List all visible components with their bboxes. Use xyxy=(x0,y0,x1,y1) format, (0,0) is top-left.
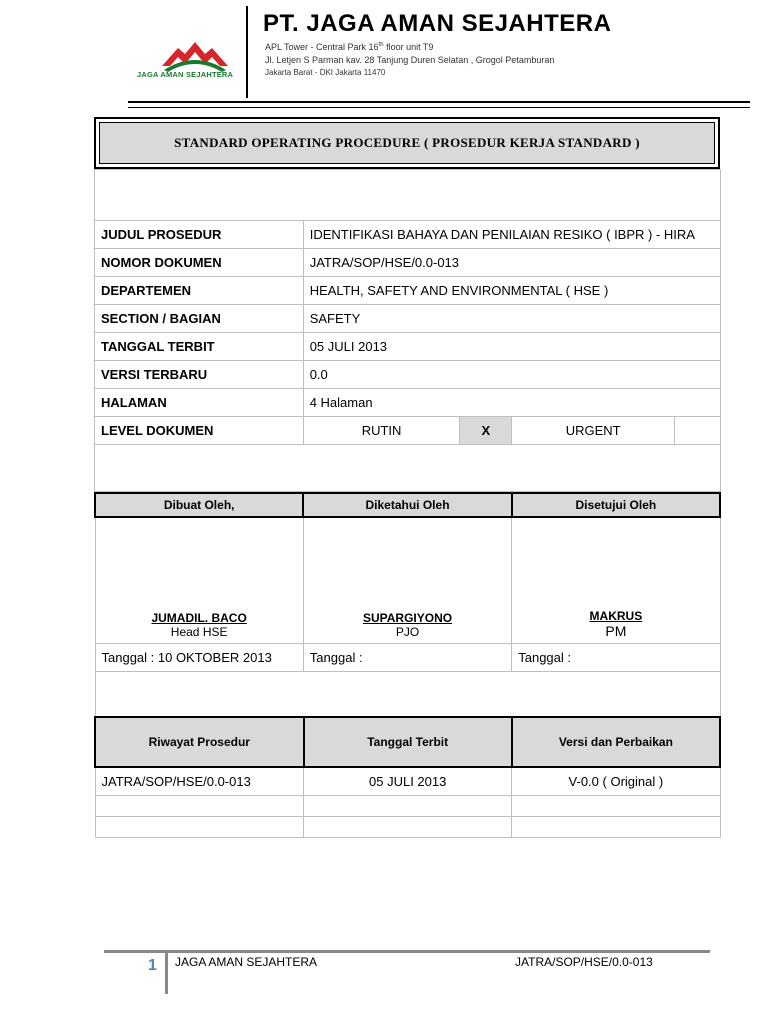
history-cell: JATRA/SOP/HSE/0.0-013 xyxy=(95,767,304,795)
history-table xyxy=(94,716,721,838)
info-row xyxy=(95,221,721,249)
info-value: 05 JULI 2013 xyxy=(303,333,720,361)
sig-name: MAKRUS xyxy=(589,608,643,623)
sig-role: Head HSE xyxy=(170,624,228,639)
spacer-row xyxy=(95,445,721,492)
sig-cell-diketahui xyxy=(303,517,511,643)
info-value: IDENTIFIKASI BAHAYA DAN PENILAIAN RESIKO ( IBPR ) - HIRA xyxy=(303,221,720,249)
info-value: HEALTH, SAFETY AND ENVIRONMENTAL ( HSE ) xyxy=(303,277,720,305)
footer-company: JAGA AMAN SEJAHTERA xyxy=(175,955,318,969)
history-row xyxy=(95,767,720,795)
info-value: JATRA/SOP/HSE/0.0-013 xyxy=(303,249,720,277)
sig-header: Dibuat Oleh, xyxy=(95,493,303,517)
sig-role: PJO xyxy=(395,624,420,639)
info-row xyxy=(95,277,721,305)
info-label: TANGGAL TERBIT xyxy=(95,333,304,361)
sop-title: STANDARD OPERATING PROCEDURE ( PROSEDUR KERJA STANDARD ) xyxy=(99,122,715,164)
history-cell: V-0.0 ( Original ) xyxy=(512,767,720,795)
info-row xyxy=(95,389,721,417)
info-row xyxy=(95,361,721,389)
header-rule xyxy=(128,101,750,108)
level-row xyxy=(95,417,721,445)
sig-header: Diketahui Oleh xyxy=(303,493,511,517)
info-label: VERSI TERBARU xyxy=(95,361,304,389)
spacer-row xyxy=(95,671,720,717)
sop-title-box xyxy=(94,117,720,169)
sig-date: Tanggal : xyxy=(303,643,511,671)
sig-date: Tanggal : xyxy=(512,643,720,671)
info-label: DEPARTEMEN xyxy=(95,277,304,305)
address-line-3: Jakarta Barat - DKI Jakarta 11470 xyxy=(265,68,386,77)
info-label: HALAMAN xyxy=(95,389,304,417)
info-label: JUDUL PROSEDUR xyxy=(95,221,304,249)
info-label: SECTION / BAGIAN xyxy=(95,305,304,333)
company-logo xyxy=(140,28,250,88)
sig-name: JUMADIL. BACO xyxy=(151,610,247,625)
history-header: Riwayat Prosedur xyxy=(95,717,304,767)
info-value: SAFETY xyxy=(303,305,720,333)
info-value: 0.0 xyxy=(303,361,720,389)
sig-cell-disetujui xyxy=(512,517,720,643)
sig-header: Disetujui Oleh xyxy=(512,493,720,517)
page-number: 1 xyxy=(148,957,157,974)
signature-table xyxy=(94,492,721,718)
footer-rule xyxy=(104,950,710,953)
level-rutin-mark: X xyxy=(460,417,512,445)
company-name: PT. JAGA AMAN SEJAHTERA xyxy=(263,10,612,37)
sig-date: Tanggal : 10 OKTOBER 2013 xyxy=(95,643,303,671)
history-header: Versi dan Perbaikan xyxy=(512,717,720,767)
history-row-empty xyxy=(95,795,720,816)
info-label: NOMOR DOKUMEN xyxy=(95,249,304,277)
level-label: LEVEL DOKUMEN xyxy=(95,417,304,445)
logo-caption: JAGA AMAN SEJAHTERA xyxy=(137,70,234,79)
address-line-2: Jl. Letjen S Parman kav. 28 Tanjung Duren Selatan , Grogol Petamburan xyxy=(265,55,555,65)
info-table xyxy=(94,169,721,492)
info-value: 4 Halaman xyxy=(303,389,720,417)
info-row xyxy=(95,305,721,333)
address-line-1: APL Tower - Central Park 16th floor unit T9 xyxy=(265,42,434,52)
level-rutin: RUTIN xyxy=(303,417,460,445)
history-row-empty xyxy=(95,816,720,837)
history-header: Tanggal Terbit xyxy=(304,717,512,767)
info-row xyxy=(95,333,721,361)
footer-divider xyxy=(165,950,168,994)
sig-role: PM xyxy=(605,622,627,639)
level-urgent: URGENT xyxy=(512,417,675,445)
info-row xyxy=(95,249,721,277)
history-cell: 05 JULI 2013 xyxy=(304,767,512,795)
footer-doc-number: JATRA/SOP/HSE/0.0-013 xyxy=(515,955,653,969)
spacer-row xyxy=(95,170,721,221)
level-urgent-mark xyxy=(675,417,721,445)
header-divider xyxy=(246,6,248,98)
sig-name: SUPARGIYONO xyxy=(362,610,453,625)
sig-cell-dibuat xyxy=(95,517,303,643)
